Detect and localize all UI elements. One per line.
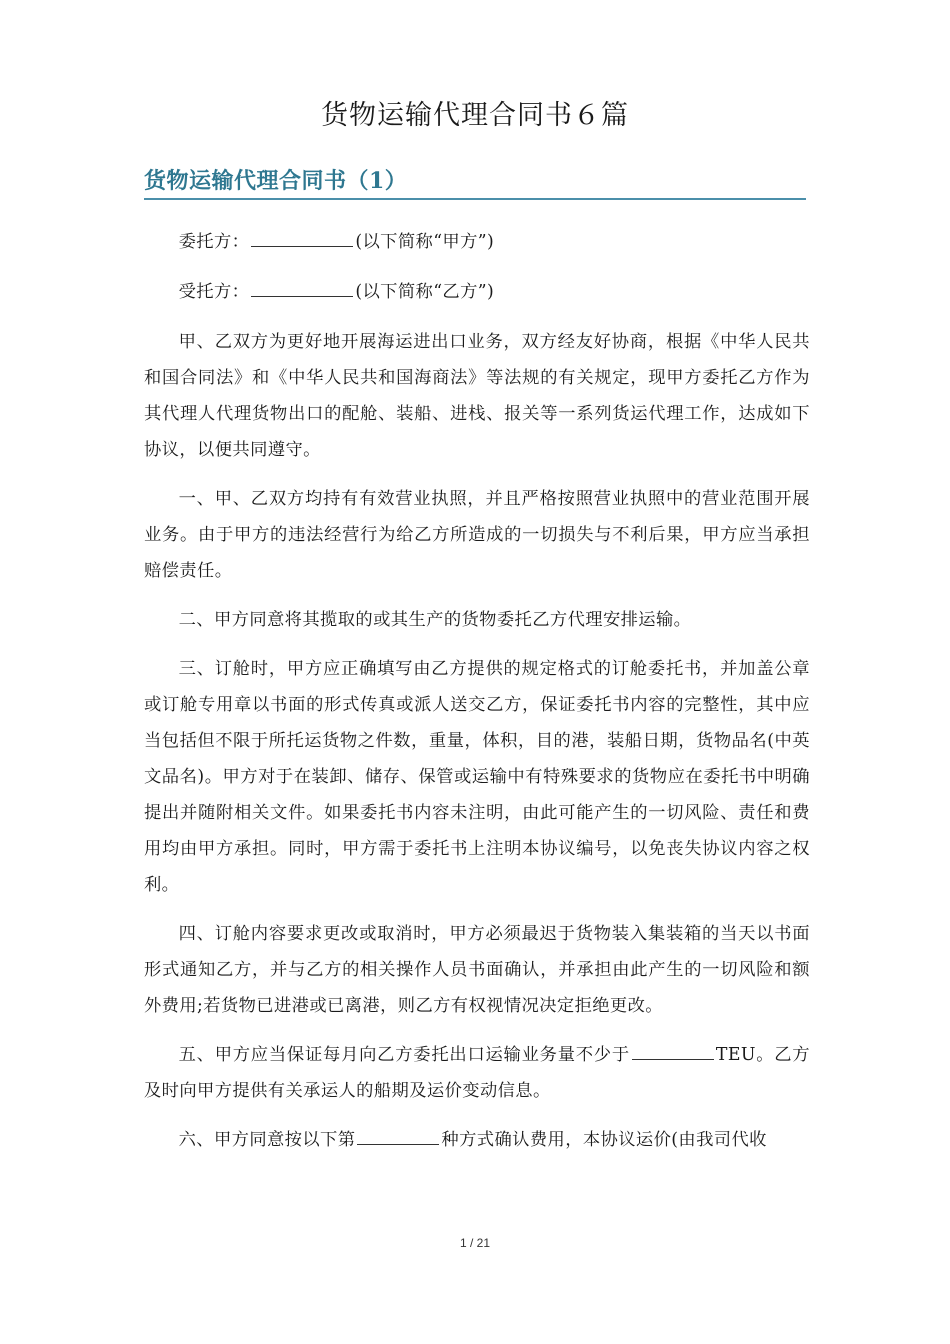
agent-label: 受托方： [178, 282, 250, 302]
clause-5-text-before: 五、甲方应当保证每月向乙方委托出口运输业务量不少于 [178, 1045, 630, 1065]
document-body [144, 224, 810, 1171]
agent-suffix: (以下简称“乙方”) [355, 282, 495, 302]
intro-paragraph: 甲、乙双方为更好地开展海运进出口业务，双方经友好协商，根据《中华人民共和国合同法》和《中华人民共和国海商法》等法规的有关规定，现甲方委托乙方作为其代理人代理货物出口的配舱、装船、进栈、报关等一系列货运代理工作，达成如下协议，以便共同遵守。 [144, 332, 810, 460]
clause-3-paragraph: 三、订舱时，甲方应正确填写由乙方提供的规定格式的订舱委托书，并加盖公章或订舱专用章以书面的形式传真或派人送交乙方，保证委托书内容的完整性，其中应当包括但不限于所托运货物之件数，重量，体积，目的港，装船日期，货物品名(中英文品名)。甲方对于在装卸、储存、保管或运输中有特殊要求的货物应在委托书中明确提出并随附相关文件。如果委托书内容未注明，由此可能产生的一切风险、责任和费用均由甲方承担。同时，甲方需于委托书上注明本协议编号，以免丧失协议内容之权利。 [144, 659, 810, 895]
fee-method-blank [357, 1126, 439, 1145]
section-heading: 货物运输代理合同书（1） [144, 164, 806, 200]
clause-6-text-after: 种方式确认费用，本协议运价(由我司代收 [441, 1130, 767, 1150]
principal-name-blank [251, 228, 353, 247]
clause-6-paragraph [144, 1122, 810, 1158]
clause-5-text-after: TEU。乙方及时向甲方提供有关承运人的船期及运价变动信息。 [144, 1045, 810, 1101]
document-title: 货物运输代理合同书６篇 [321, 100, 629, 131]
clause-6-text-before: 六、甲方同意按以下第 [178, 1130, 356, 1150]
clause-2-paragraph: 二、甲方同意将其揽取的或其生产的货物委托乙方代理安排运输。 [178, 610, 692, 630]
principal-suffix: (以下简称“甲方”) [355, 232, 495, 252]
principal-party-line [144, 224, 810, 260]
clause-4-paragraph: 四、订舱内容要求更改或取消时，甲方必须最迟于货物装入集装箱的当天以书面形式通知乙方，并与乙方的相关操作人员书面确认，并承担由此产生的一切风险和额外费用;若货物已进港或已离港，则乙方有权视情况决定拒绝更改。 [144, 924, 810, 1016]
agent-name-blank [251, 278, 353, 297]
agent-party-line [144, 274, 810, 310]
clause-5-paragraph [144, 1037, 810, 1109]
page-number: 1 / 21 [459, 1236, 491, 1250]
principal-label: 委托方： [178, 232, 250, 252]
clause-1-paragraph: 一、甲、乙双方均持有有效营业执照，并且严格按照营业执照中的营业范围开展业务。由于甲方的违法经营行为给乙方所造成的一切损失与不利后果，甲方应当承担赔偿责任。 [144, 489, 810, 581]
teu-volume-blank [632, 1041, 714, 1060]
